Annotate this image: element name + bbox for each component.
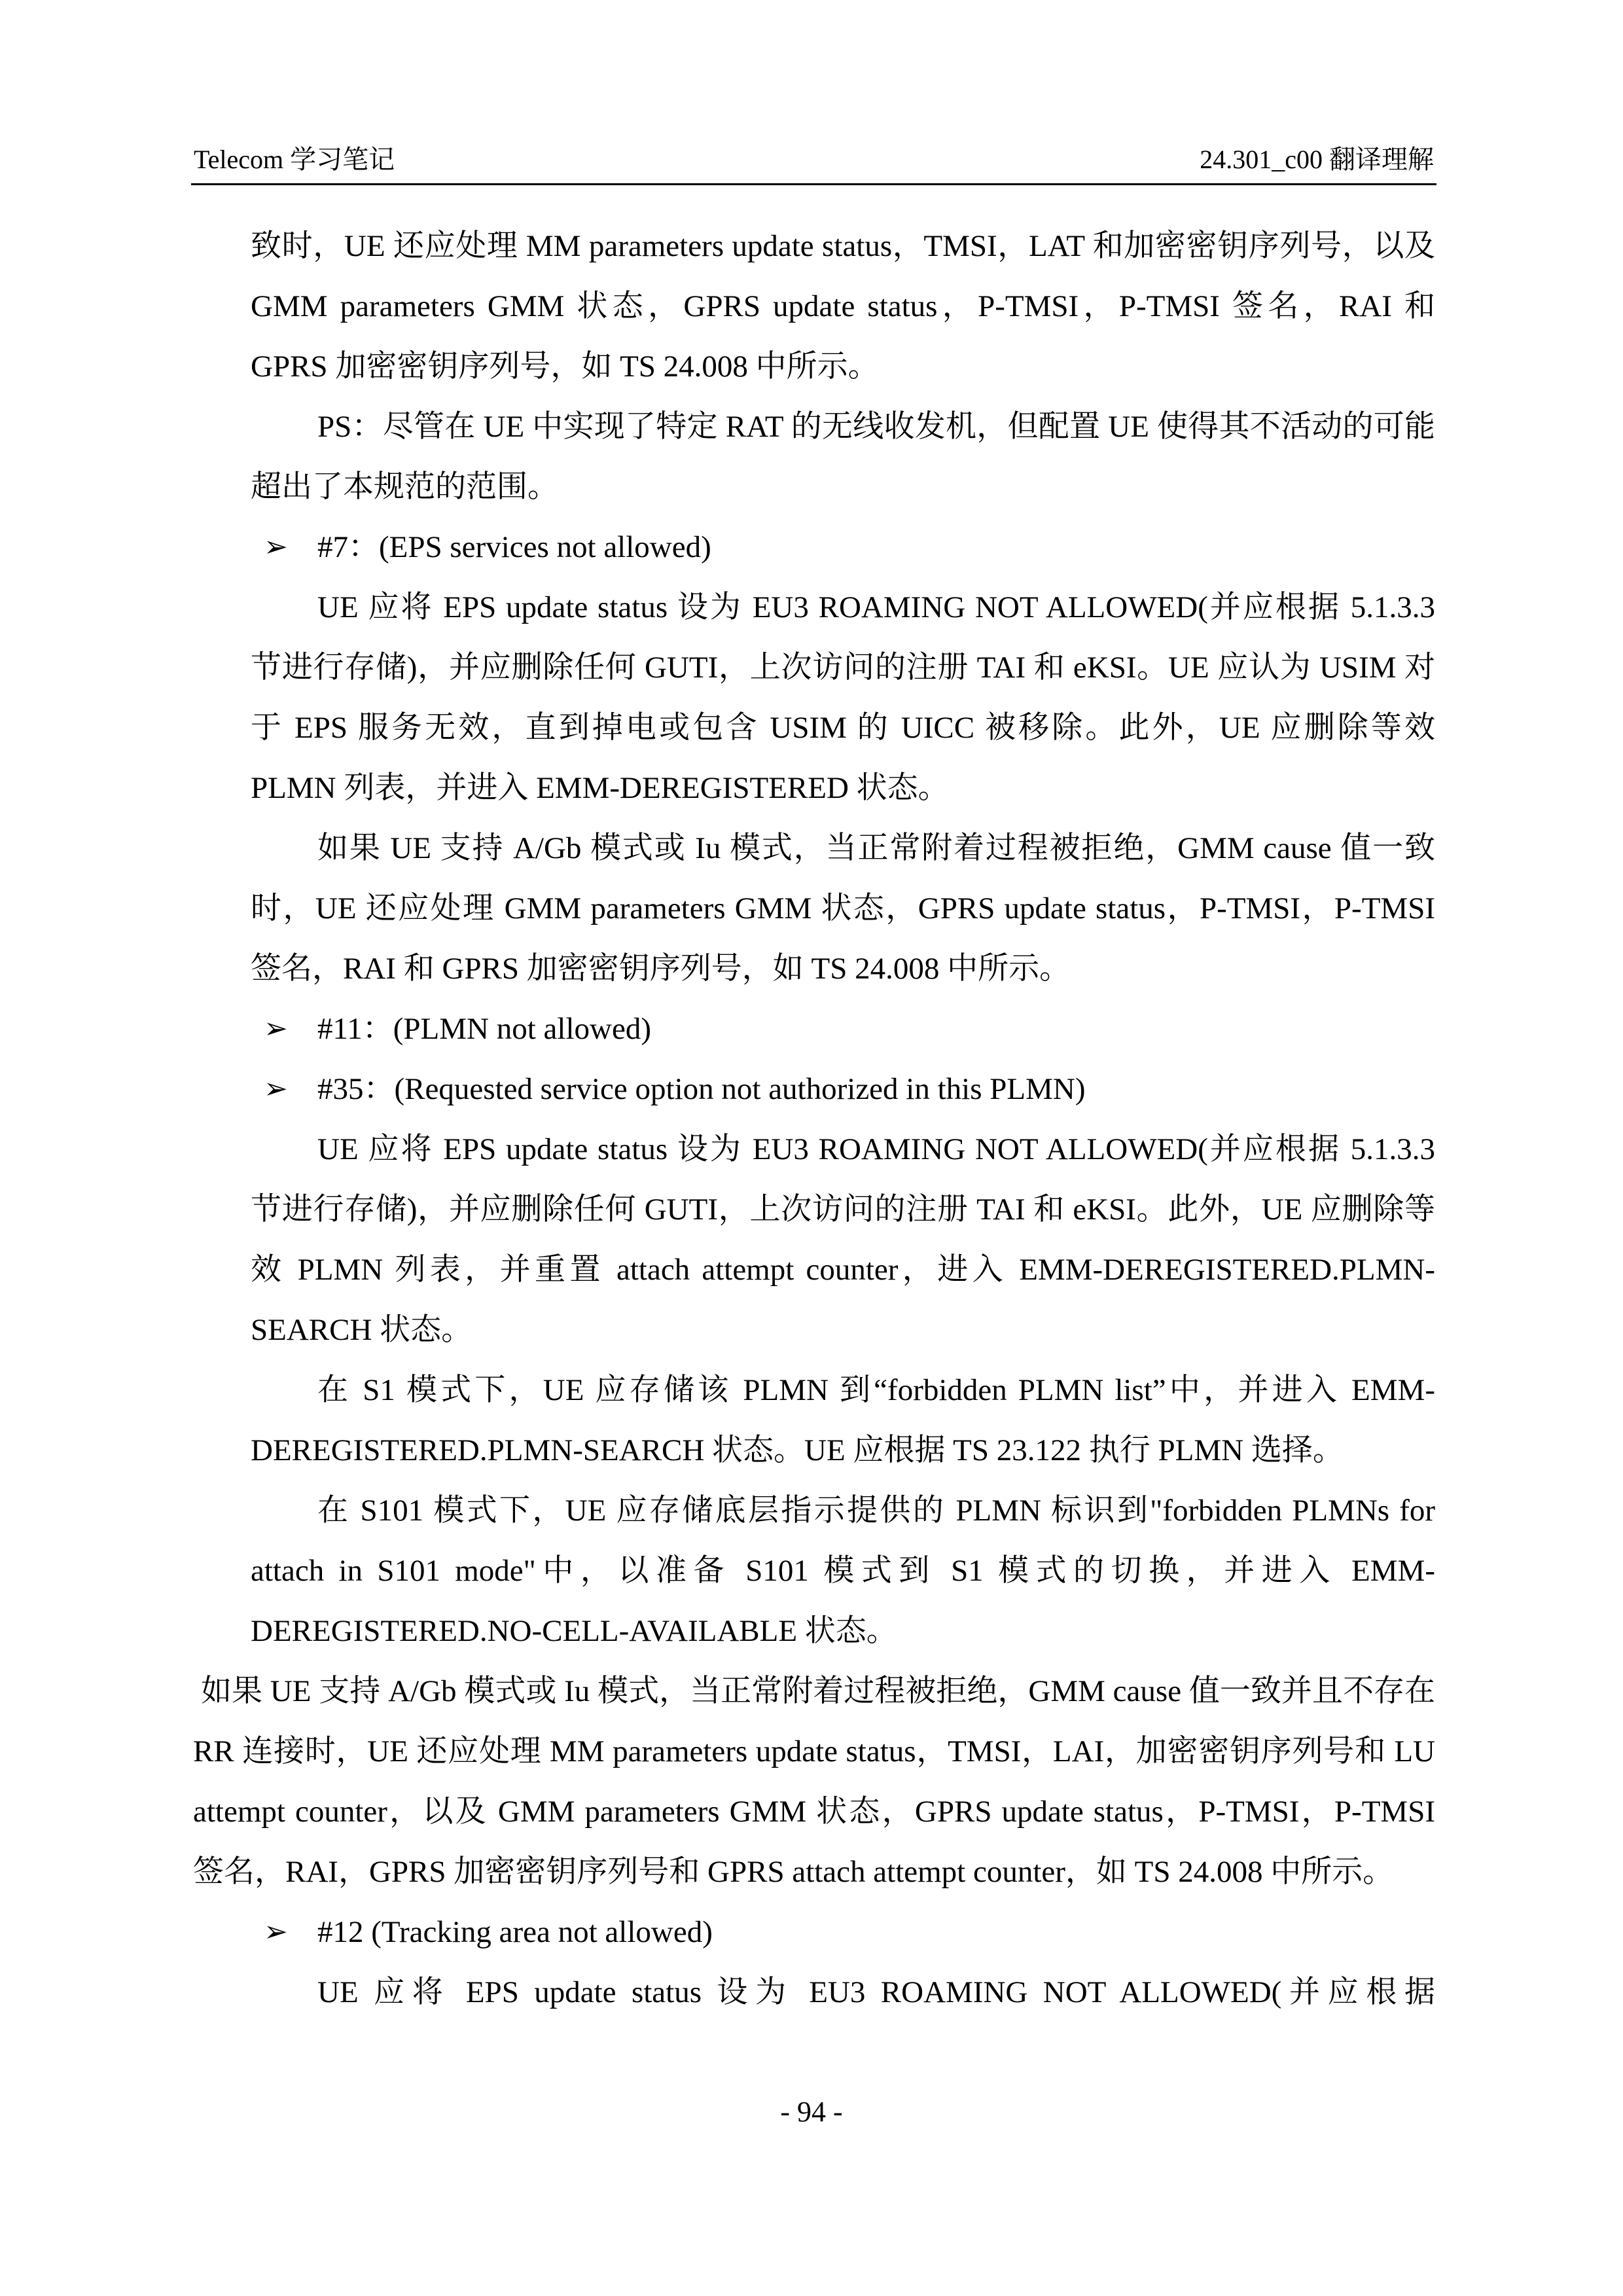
bullet-item-35	[251, 1059, 1435, 1119]
page-number: - 94 -	[780, 2096, 843, 2128]
paragraph-5: UE 应将 EPS update status 设为 EU3 ROAMING NOT ALLOWED(并应根据 5.1.3.3 节进行存储)，并应删除任何 GUTI，上次访问的注册 TAI 和 eKSI。此外，UE 应删除等效 PLMN 列表，并重置 attach attempt counter，进入 EMM-DEREGISTERED.PLMN-SEARCH 状态。	[251, 1132, 1435, 1347]
bullet-arrow-icon: ➢	[264, 531, 288, 563]
paragraph-8: 如果 UE 支持 A/Gb 模式或 Iu 模式，当正常附着过程被拒绝，GMM cause 值一致并且不存在 RR 连接时，UE 还应处理 MM parameters update status，TMSI，LAI，加密密钥序列号和 LU attempt counter，以及 GMM parameters GMM 状态，GPRS update status，P-TMSI，P-TMSI 签名，RAI，GPRS 加密密钥序列号和 GPRS attach attempt counter，如 TS 24.008 中所示。	[193, 1674, 1435, 1889]
bullet-item-7	[251, 517, 1435, 577]
bullet-arrow-icon: ➢	[264, 1073, 288, 1105]
paragraph-2: PS：尽管在 UE 中实现了特定 RAT 的无线收发机，但配置 UE 使得其不活动的可能超出了本规范的范围。	[251, 410, 1435, 504]
document-body	[193, 216, 1435, 2022]
paragraph-1: 致时，UE 还应处理 MM parameters update status，TMSI，LAT 和加密密钥序列号，以及 GMM parameters GMM 状态，GPRS update status，P-TMSI，P-TMSI 签名，RAI 和 GPRS 加密密钥序列号，如 TS 24.008 中所示。	[251, 229, 1435, 384]
page-header	[191, 130, 1436, 185]
bullet-text: #11：(PLMN not allowed)	[317, 1012, 651, 1046]
bullet-arrow-icon: ➢	[264, 1013, 288, 1045]
paragraph-4: 如果 UE 支持 A/Gb 模式或 Iu 模式，当正常附着过程被拒绝，GMM cause 值一致时，UE 还应处理 GMM parameters GMM 状态，GPRS update status，P-TMSI，P-TMSI 签名，RAI 和 GPRS 加密密钥序列号，如 TS 24.008 中所示。	[251, 831, 1435, 986]
header-left-title: Telecom 学习笔记	[194, 145, 395, 174]
bullet-text: #35：(Requested service option not authorized in this PLMN)	[317, 1072, 1086, 1106]
bullet-item-12	[251, 1902, 1435, 1962]
bullet-item-11	[251, 999, 1435, 1059]
header-right-title: 24.301_c00 翻译理解	[1200, 145, 1434, 174]
bullet-text: #12 (Tracking area not allowed)	[317, 1915, 713, 1949]
paragraph-7: 在 S101 模式下，UE 应存储底层指示提供的 PLMN 标识到"forbidden PLMNs for attach in S101 mode"中，以准备 S101 模式到 S1 模式的切换，并进入 EMM-DEREGISTERED.NO-CELL-AVAILABLE 状态。	[251, 1494, 1435, 1648]
bullet-arrow-icon: ➢	[264, 1916, 288, 1948]
paragraph-3: UE 应将 EPS update status 设为 EU3 ROAMING NOT ALLOWED(并应根据 5.1.3.3 节进行存储)，并应删除任何 GUTI，上次访问的注册 TAI 和 eKSI。UE 应认为 USIM 对于 EPS 服务无效，直到掉电或包含 USIM 的 UICC 被移除。此外，UE 应删除等效 PLMN 列表，并进入 EMM-DEREGISTERED 状态。	[251, 590, 1435, 805]
bullet-text: #7：(EPS services not allowed)	[317, 530, 711, 564]
paragraph-9: UE 应将 EPS update status 设为 EU3 ROAMING NOT ALLOWED(并应根据	[317, 1975, 1435, 2009]
paragraph-6: 在 S1 模式下，UE 应存储该 PLMN 到“forbidden PLMN list”中，并进入 EMM-DEREGISTERED.PLMN-SEARCH 状态。UE 应根据 TS 23.122 执行 PLMN 选择。	[251, 1373, 1435, 1467]
